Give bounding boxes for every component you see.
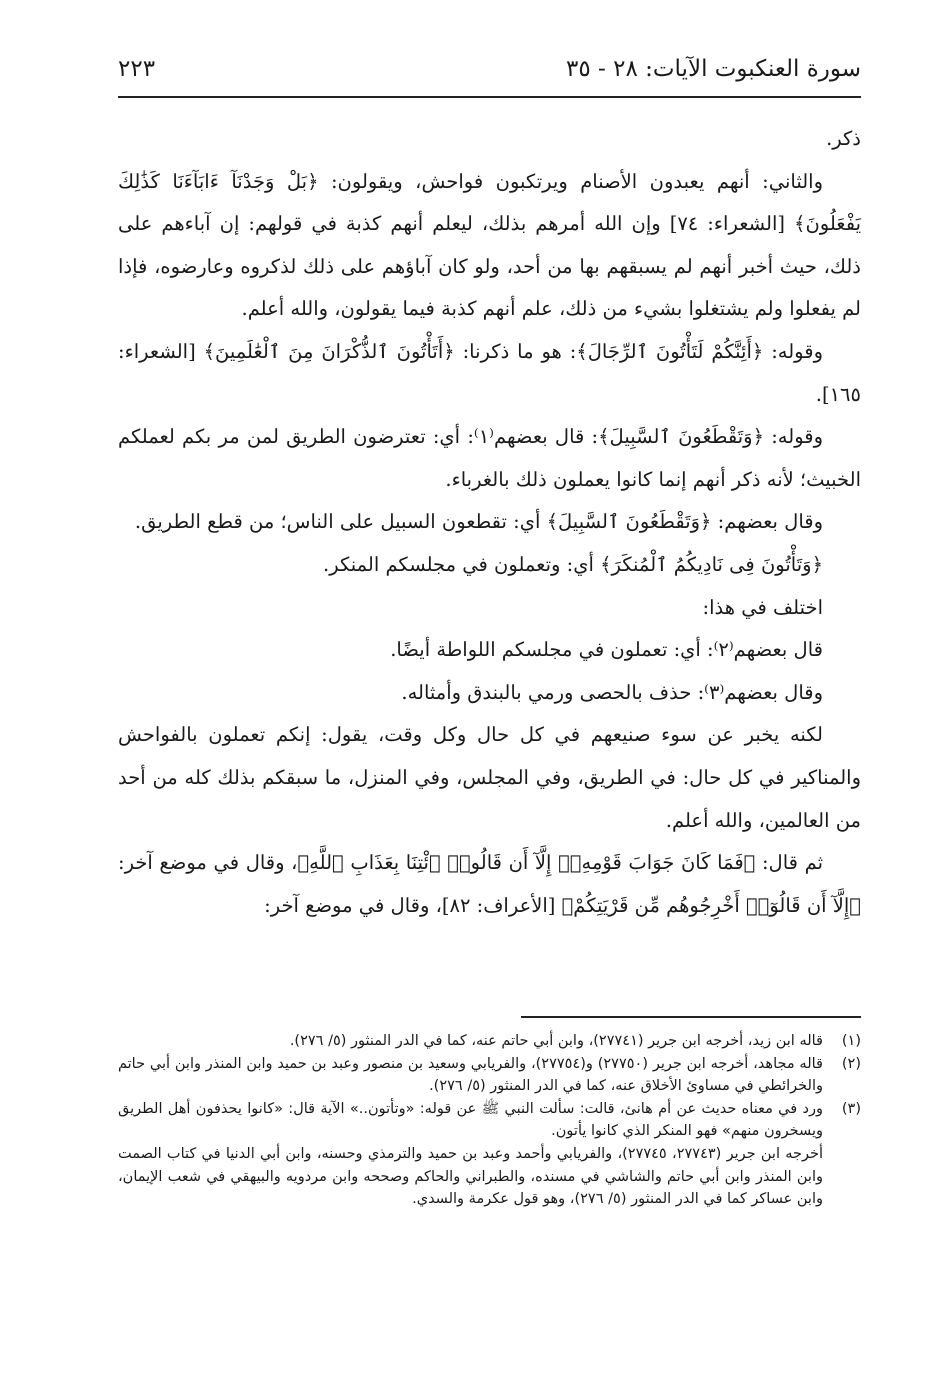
footnote-2 [118,1053,861,1098]
main-text [118,118,861,927]
footnotes [118,1030,861,1211]
paragraph-10: لكنه يخبر عن سوء صنيعهم في كل حال وكل وقت، يقول: إنكم تعملون بالفواحش والمناكير في كل حال: في الطريق، وفي المجلس، وفي المنزل، ما سبقكم بذلك كله من أحد من العالمين، والله أعلم. [118,723,861,832]
footnote-text: ورد في معناه حديث عن أم هانئ، قالت: سألت النبي ﷺ عن قوله: «وتأتون..» الآية قال: «كانوا يحذفون أهل الطريق ويسخرون منهم» فهو المنكر الذي كانوا يأتون. [118,1100,823,1140]
footnote-number: (٢) [841,1055,861,1072]
footnote-number: (٣) [841,1100,861,1117]
paragraph-9: وقال بعضهم⁽٣⁾: حذف بالحصى ورمي بالبندق وأمثاله. [401,680,823,704]
paragraph-6: ﴿وَتَأْتُونَ فِى نَادِيكُمُ ٱلْمُنكَرَ﴾ أي: وتعملون في مجلسكم المنكر. [323,552,823,576]
paragraph-7: اختلف في هذا: [702,595,823,619]
paragraph-5: وقال بعضهم: ﴿وَتَقْطَعُونَ ٱلسَّبِيلَ﴾ أي: تقطعون السبيل على الناس؛ من قطع الطريق. [134,510,823,534]
paragraph-2: والثاني: أنهم يعبدون الأصنام ويرتكبون فواحش، ويقولون: ﴿بَلْ وَجَدْنَآ ءَابَآءَنَا كَذَٰلِكَ يَفْعَلُونَ﴾ [الشعراء: ٧٤] وإن الله أمرهم بذلك، ليعلم أنهم كذبة في قولهم: إن آباءهم على ذلك، حيث أخبر أنهم لم يسبقهم بها من أحد، ولو كان آباؤهم على ذلك لذكروه وعارضوه، فإذا لم يفعلوا ولم يشتغلوا بشيء من ذلك، علم أنهم كذبة فيما يقولون، والله أعلم. [118,169,861,321]
footnote-number: (١) [841,1033,861,1049]
running-title: سورة العنكبوت الآيات: ٢٨ - ٣٥ [565,56,861,82]
paragraph-4: وقوله: ﴿وَتَقْطَعُونَ ٱلسَّبِيلَ﴾: قال بعضهم⁽١⁾: أي: تعترضون الطريق لمن مر بكم لعملكم الخبيث؛ لأنه ذكر أنهم إنما كانوا يعملون ذلك بالغرباء. [118,425,861,491]
footnote-3 [118,1098,861,1143]
paragraph-3: وقوله: ﴿أَئِنَّكُمْ لَتَأْتُونَ ٱلرِّجَالَ﴾: هو ما ذكرنا: ﴿أَتَأْتُونَ ٱلذُّكْرَانَ مِنَ ٱلْعَٰلَمِينَ﴾ [الشعراء: ١٦٥]. [118,339,861,406]
page-number: ٢٢٣ [118,56,156,82]
paragraph-11: ثم قال: ﴿فَمَا كَانَ جَوَابَ قَوْمِهِۦٓ إِلَّآ أَن قَالُوا۟ ٱئْتِنَا بِعَذَابِ ٱللَّهِ﴾، وقال في موضع آخر: ﴿إِلَّآ أَن قَالُوٓا۟ أَخْرِجُوهُم مِّن قَرْيَتِكُمْ﴾ [الأعراف: ٨٢]، وقال في موضع آخر: [118,851,861,917]
paragraph-8: قال بعضهم⁽٢⁾: أي: تعملون في مجلسكم اللواطة أيضًا. [390,638,823,662]
footnote-text: قاله ابن زيد، أخرجه ابن جرير (٢٧٧٤١)، وابن أبي حاتم عنه، كما في الدر المنثور (٥/ ٢٧٦). [289,1033,823,1049]
footnote-text: قاله مجاهد، أخرجه ابن جرير (٢٧٧٥٠) و(٢٧٧٥٤)، والفريابي وسعيد بن منصور وعبد بن حميد وابن المنذر وابن أبي حاتم والخرائطي في مساوئ الأخلاق عنه، كما في الدر المنثور (٥/ ٢٧٦). [118,1055,823,1095]
paragraph-1: ذكر. [826,127,861,150]
footnote-3-continuation: أخرجه ابن جرير (٢٧٧٤٣، ٢٧٧٤٥)، والفريابي وأحمد وعبد بن حميد والترمذي وحسنه، وابن أبي الدنيا في كتاب الصمت وابن المنذر وابن أبي حاتم والشاشي في مسنده، والطبراني والحاكم وصححه وابن مردويه والبيهقي في شعب الإيمان، وابن عساكر كما في الدر المنثور (٥/ ٢٧٦)، وهو قول عكرمة والسدي. [118,1145,823,1208]
footnote-1 [118,1030,861,1053]
page-header [118,52,861,98]
footnote-divider [521,1016,861,1018]
header-divider [118,96,861,98]
